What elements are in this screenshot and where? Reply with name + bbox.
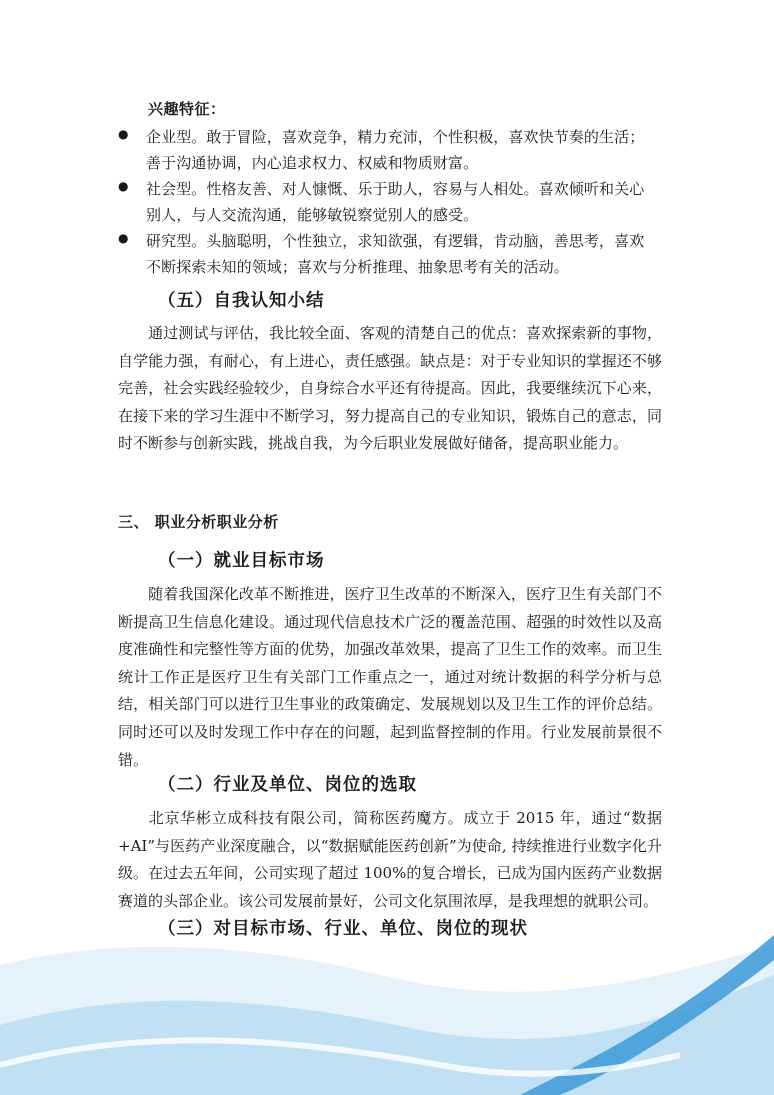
list-item-line: 不断探索未知的领域；喜欢与分析推理、抽象思考有关的活动。 [146, 258, 569, 276]
summary-paragraph [118, 320, 662, 458]
list-item-line: 企业型。敢于冒险，喜欢竞争，精力充沛，个性积极，喜欢快节奏的生活； [146, 128, 645, 146]
list-item-line: 研究型。头脑聪明，个性独立，求知欲强，有逻辑，肯动脑，善思考，喜欢 [146, 232, 645, 250]
selection-text: 北京华彬立成科技有限公司，简称医药魔方。成立于 2015 年，通过“数据+AI”与医药产业深度融合，以“数据赋能医药创新”为使命, 持续推进行业数字化升级。在过去五年间，公司实现了超过 100%的复合增长，已成为国内医药产业数据赛道的头部企业。该公司发展前景好，公司文化氛围浓厚，是我理想的就职公司。 [118, 809, 662, 910]
list-item-line: 别人，与人交流沟通，能够敏锐察觉别人的感受。 [146, 206, 479, 224]
bullet-icon: ● [118, 231, 129, 245]
market-paragraph [118, 581, 662, 774]
market-heading: （一）就业目标市场 [158, 551, 325, 571]
selection-paragraph [118, 805, 662, 915]
decorative-wave [0, 905, 774, 1095]
selection-heading: （二）行业及单位、岗位的选取 [158, 775, 417, 795]
list-item-line: 社会型。性格友善、对人慷慨、乐于助人，容易与人相处。喜欢倾听和关心 [146, 180, 645, 198]
market-text: 随着我国深化改革不断推进，医疗卫生改革的不断深入，医疗卫生有关部门不断提高卫生信息化建设。通过现代信息技术广泛的覆盖范围、超强的时效性以及高度准确性和完整性等方面的优势，加强改革效果，提高了卫生工作的效率。而卫生统计工作正是医疗卫生有关部门工作重点之一，通过对统计数据的科学分析与总结，相关部门可以进行卫生事业的政策确定、发展规划以及卫生工作的评价总结。同时还可以及时发现工作中存在的问题，起到监督控制的作用。行业发展前景很不错。 [118, 585, 662, 769]
bullet-icon: ● [118, 127, 129, 141]
list-item-line: 善于沟通协调，内心追求权力、权威和物质财富。 [146, 154, 479, 172]
status-heading: （三）对目标市场、行业、单位、岗位的现状 [158, 919, 528, 939]
section-heading: 三、 职业分析职业分析 [118, 513, 279, 531]
bullet-icon: ● [118, 179, 129, 193]
interest-heading: 兴趣特征： [148, 100, 226, 118]
summary-text: 通过测试与评估，我比较全面、客观的清楚自己的优点：喜欢探索新的事物，自学能力强，有耐心，有上进心，责任感强。缺点是：对于专业知识的掌握还不够完善，社会实践经验较少，自身综合水平还有待提高。因此，我要继续沉下心来，在接下来的学习生涯中不断学习，努力提高自己的专业知识，锻炼自己的意志，同时不断参与创新实践，挑战自我，为今后职业发展做好储备，提高职业能力。 [118, 324, 662, 453]
summary-heading: （五）自我认知小结 [158, 291, 325, 311]
